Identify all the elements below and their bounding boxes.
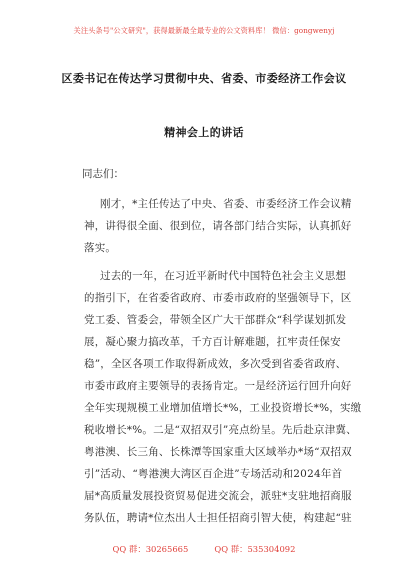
- footer-qq-group-2: QQ 群：535304092: [214, 544, 296, 554]
- paragraph-line: 稳”，全区各项工作取得新成效，多次受到省委省政府、: [84, 358, 347, 370]
- paragraph-line: 落实。: [84, 242, 117, 254]
- paragraph-line: 务队伍，聘请*位杰出人士担任招商引智大使，构建起“驻: [84, 512, 352, 524]
- paragraph-line: 过去的一年，在习近平新时代中国特色社会主义思想: [100, 270, 347, 282]
- document-title-line-2: 精神会上的讲话: [164, 126, 244, 139]
- paragraph-line: 党工委、管委会，带领全区广大干部群众“科学谋划抓发: [84, 314, 347, 326]
- paragraph-line: 届*高质量发展投资贸易促进交流会，派驻*支驻地招商服: [84, 490, 352, 502]
- paragraph-line: 市委市政府主要领导的表扬肯定。一是经济运行回升向好: [84, 380, 352, 392]
- document-title-line-1: 区委书记在传达学习贯彻中央、省委、市委经济工作会议: [61, 72, 347, 85]
- paragraph-line: 粤港澳、长三角、长株潭等国家重大区域举办*场“双招双: [84, 446, 352, 458]
- footer-qq-group-1: QQ 群：30265665: [112, 544, 189, 554]
- paragraph-line: 的指引下，在省委省政府、市委市政府的坚强领导下，区: [84, 292, 352, 304]
- paragraph-line: 税收增长*%。二是“双招双引”亮点纷呈。先后赴京津冀、: [84, 424, 357, 436]
- paragraph-line: 展，凝心聚力搞改革，千方百计解难题，扛牢责任保安: [84, 336, 341, 348]
- footer-contact: [0, 543, 408, 555]
- greeting: 同志们：: [82, 168, 124, 180]
- header-banner: 关注头条号"公文研究"，获得最新最全最专业的公文资料库！ 微信：gongwenyj: [73, 26, 335, 35]
- paragraph-line: 引”活动、“粤港澳大湾区百企进”专场活动和2024年首: [84, 468, 343, 480]
- paragraph-line: 神，讲得很全面、很到位，请各部门结合实际，认真抓好: [84, 220, 352, 232]
- paragraph-line: 刚才，*主任传达了中央、省委、市委经济工作会议精: [100, 198, 352, 210]
- paragraph-line: 全年实现规模工业增加值增长*%，工业投资增长*%，实缴: [84, 402, 362, 414]
